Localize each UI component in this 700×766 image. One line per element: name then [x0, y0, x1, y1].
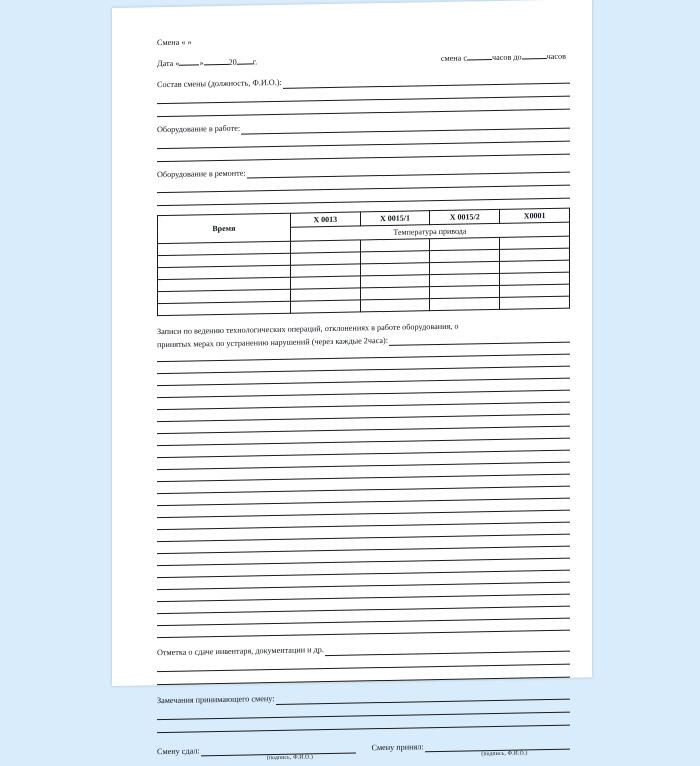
- remarks-label: Замечания принимающего смену:: [157, 694, 275, 706]
- table-header-x0001: X0001: [500, 208, 570, 223]
- shift-start-blank[interactable]: [467, 59, 492, 60]
- operations-notes-label: принятых мерах по устранению нарушений (через каждые 2часа):: [157, 335, 389, 350]
- inventory-label: Отметка о сдаче инвентаря, документации и др.: [157, 645, 324, 658]
- date-day-blank[interactable]: [179, 64, 199, 65]
- date-mid: »: [199, 57, 204, 68]
- table-header-x0013: X 0013: [290, 212, 360, 227]
- cell-x0013[interactable]: [290, 300, 360, 313]
- table-header-x0015-2: X 0015/2: [430, 210, 500, 225]
- date-year: 20: [228, 57, 237, 67]
- shift-handed-signature-note: (подпись, Ф.И.О.): [266, 754, 314, 762]
- signature-row: [157, 738, 570, 765]
- equipment-working-block: [157, 117, 570, 162]
- date-suffix: г.: [252, 56, 258, 67]
- cell-x0001[interactable]: [500, 296, 570, 309]
- staff-label: Состав смены (должность, Ф.И.О.):: [157, 78, 282, 90]
- drive-temperature-table: [157, 208, 570, 317]
- document-content: [112, 0, 592, 762]
- staff-block: [157, 72, 570, 117]
- date-line: [157, 50, 570, 69]
- cell-x0015-2[interactable]: [430, 298, 500, 311]
- shift-label: Смена « »: [157, 37, 192, 48]
- table-header-time: Время: [158, 213, 291, 243]
- table-subheader-temperature: Температура привода: [290, 222, 569, 241]
- document-sheet: [112, 0, 592, 762]
- shift-accepted-cell: [372, 738, 571, 761]
- date-prefix: Дата «: [157, 58, 180, 68]
- shift-hours-to: часов: [546, 51, 566, 61]
- shift-end-blank[interactable]: [522, 58, 547, 59]
- shift-accepted-label: Смену принял:: [371, 742, 424, 753]
- remarks-block: [157, 688, 570, 733]
- shift-hours-from: часов до: [491, 52, 522, 62]
- operations-notes-block: [157, 319, 570, 639]
- inventory-block: [157, 640, 570, 685]
- shift-accepted-signature-note: (подпись, Ф.И.О.): [481, 750, 528, 758]
- shift-from-label: смена с: [440, 53, 467, 63]
- operations-notes-blank-lines: [157, 344, 570, 639]
- equipment-repair-label: Оборудование в ремонте:: [157, 168, 246, 179]
- shift-number-line: [157, 30, 570, 49]
- date-year-blank[interactable]: [237, 63, 253, 64]
- operations-notes-line-1: Записи по ведению технологических операций, отклонениях в работе оборудования, о: [157, 321, 459, 337]
- table-header-x0015-1: X 0015/1: [360, 211, 430, 226]
- shift-handed-label: Смену сдал:: [157, 746, 200, 756]
- shift-handed-cell: [157, 742, 356, 765]
- date-month-blank[interactable]: [204, 64, 229, 65]
- equipment-working-label: Оборудование в работе:: [157, 123, 241, 135]
- equipment-repair-block: [157, 161, 570, 206]
- cell-x0015-1[interactable]: [360, 299, 430, 312]
- cell-time[interactable]: [158, 301, 291, 315]
